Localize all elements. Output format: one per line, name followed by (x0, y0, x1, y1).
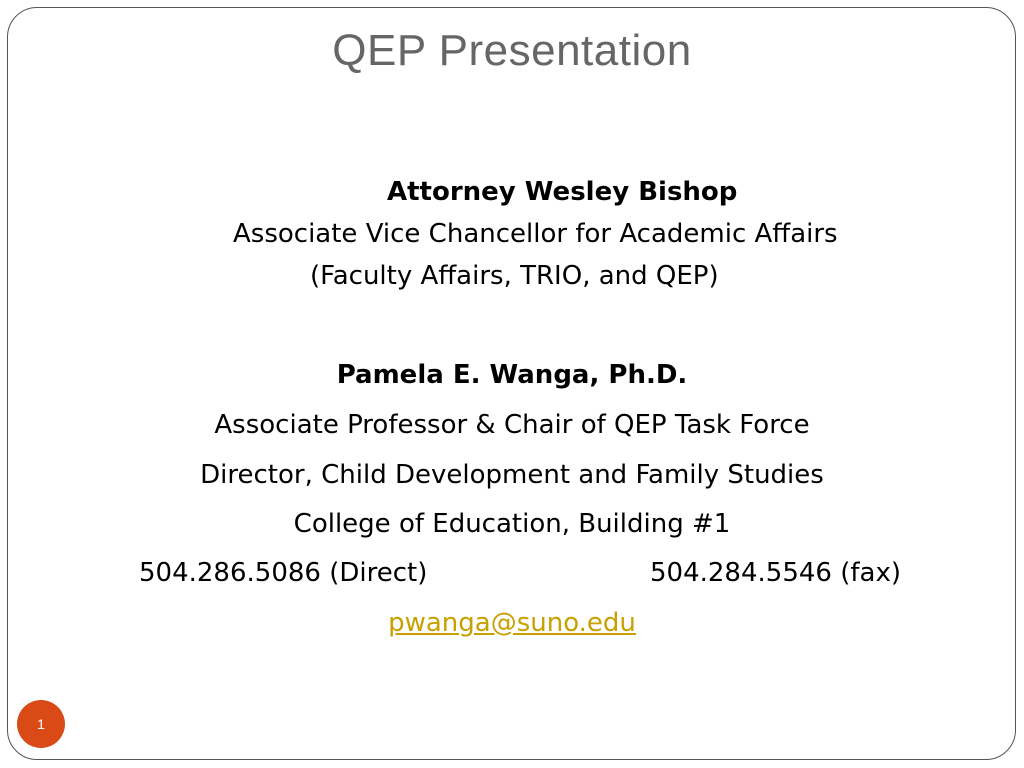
presenter-name: Pamela E. Wanga, Ph.D. (336, 360, 688, 390)
attorney-role: Associate Vice Chancellor for Academic Affairs (233, 219, 838, 249)
presenter-role-2: Director, Child Development and Family Studies (200, 460, 824, 490)
presenter-role-1: Associate Professor & Chair of QEP Task Force (214, 410, 810, 440)
page-number: 1 (37, 716, 45, 732)
slide-title: QEP Presentation (332, 26, 692, 75)
email-link[interactable]: pwanga@suno.edu (388, 608, 636, 638)
phone-fax: 504.284.5546 (fax) (650, 558, 901, 588)
phone-direct: 504.286.5086 (Direct) (139, 558, 428, 588)
attorney-name: Attorney Wesley Bishop (387, 177, 738, 207)
attorney-scope: (Faculty Affairs, TRIO, and QEP) (310, 261, 719, 291)
page-number-badge (17, 700, 65, 748)
presenter-location: College of Education, Building #1 (293, 509, 731, 539)
email-row (0, 608, 1024, 638)
